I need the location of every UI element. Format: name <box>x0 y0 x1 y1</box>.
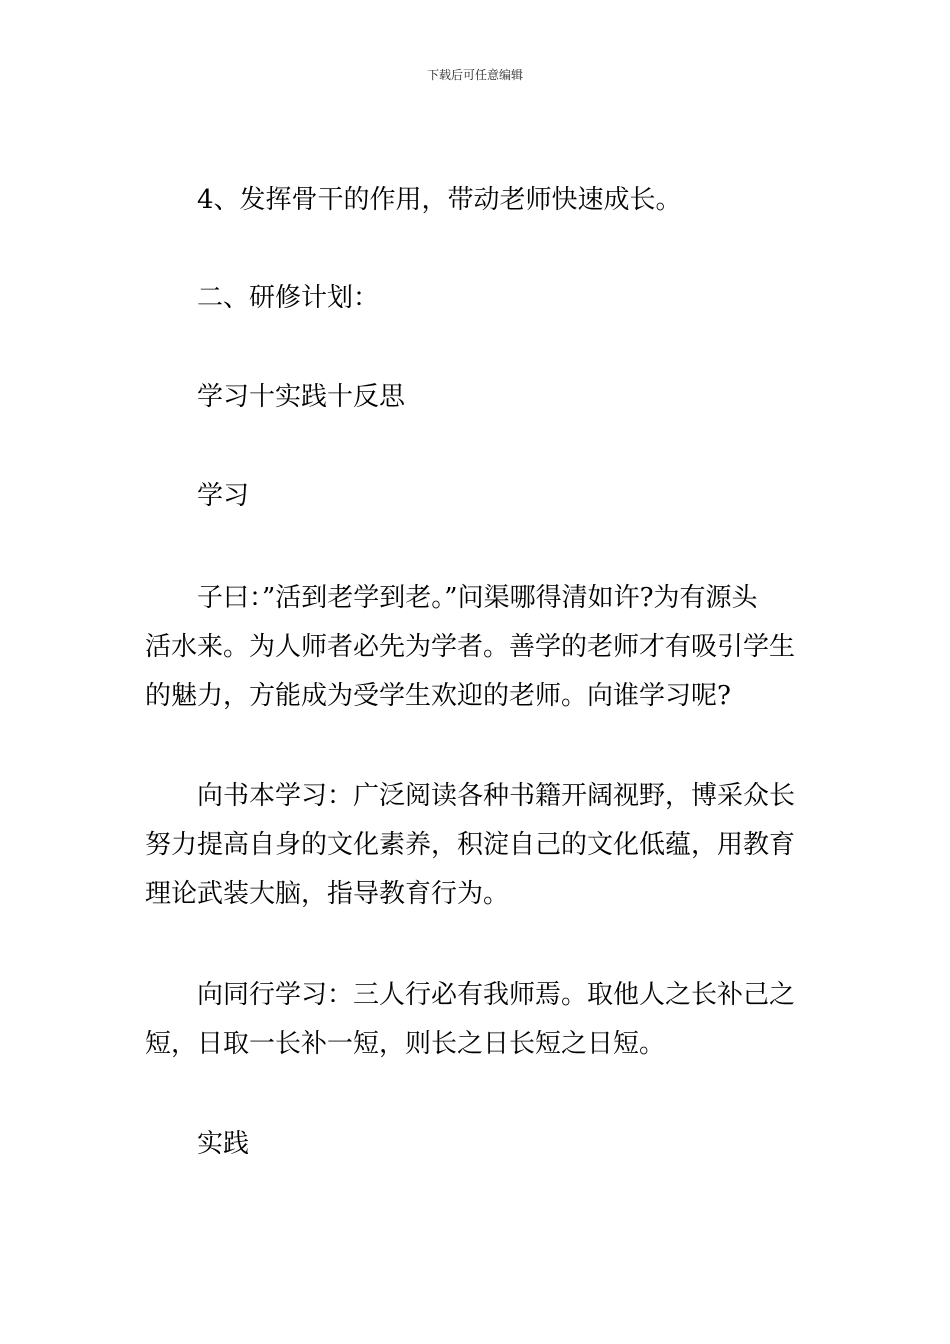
section-heading-study-plan <box>145 274 810 323</box>
paragraph-item-4 <box>145 176 810 225</box>
paragraph-line: 向同行学习：三人行必有我师焉。取他人之长补己之 <box>197 980 796 1010</box>
paragraph-learn-from-books <box>145 772 810 919</box>
paragraph-line: 活水来。为人师者必先为学者。善学的老师才有吸引学生 <box>145 632 796 662</box>
paragraph-line: 4、发挥骨干的作用，带动老师快速成长。 <box>197 185 682 215</box>
plan-formula <box>145 373 810 422</box>
paragraph-learn-from-peers <box>145 971 810 1069</box>
subheading-practice <box>145 1120 810 1169</box>
paragraph-line: 理论武装大脑，指导教育行为。 <box>145 879 510 909</box>
paragraph-line: 的魅力，方能成为受学生欢迎的老师。向谁学习呢? <box>145 681 731 711</box>
paragraph-line: 学习 <box>197 481 250 511</box>
paragraph-line: 向书本学习：广泛阅读各种书籍开阔视野，博采众长 <box>197 781 796 811</box>
paragraph-line: 子曰：”活到老学到老。”问渠哪得清如许?为有源头 <box>197 583 758 613</box>
paragraph-line: 实践 <box>197 1129 250 1159</box>
paragraph-line: 二、研修计划： <box>197 283 380 313</box>
paragraph-line: 短，日取一长补一短，则长之日长短之日短。 <box>145 1029 666 1059</box>
subheading-study <box>145 472 810 521</box>
paragraph-confucius <box>145 574 810 721</box>
paragraph-line: 学习十实践十反思 <box>197 382 406 412</box>
paragraph-line: 努力提高自身的文化素养，积淀自己的文化低蕴，用教育 <box>145 830 796 860</box>
page-header: 下载后可任意编辑 <box>426 68 523 82</box>
